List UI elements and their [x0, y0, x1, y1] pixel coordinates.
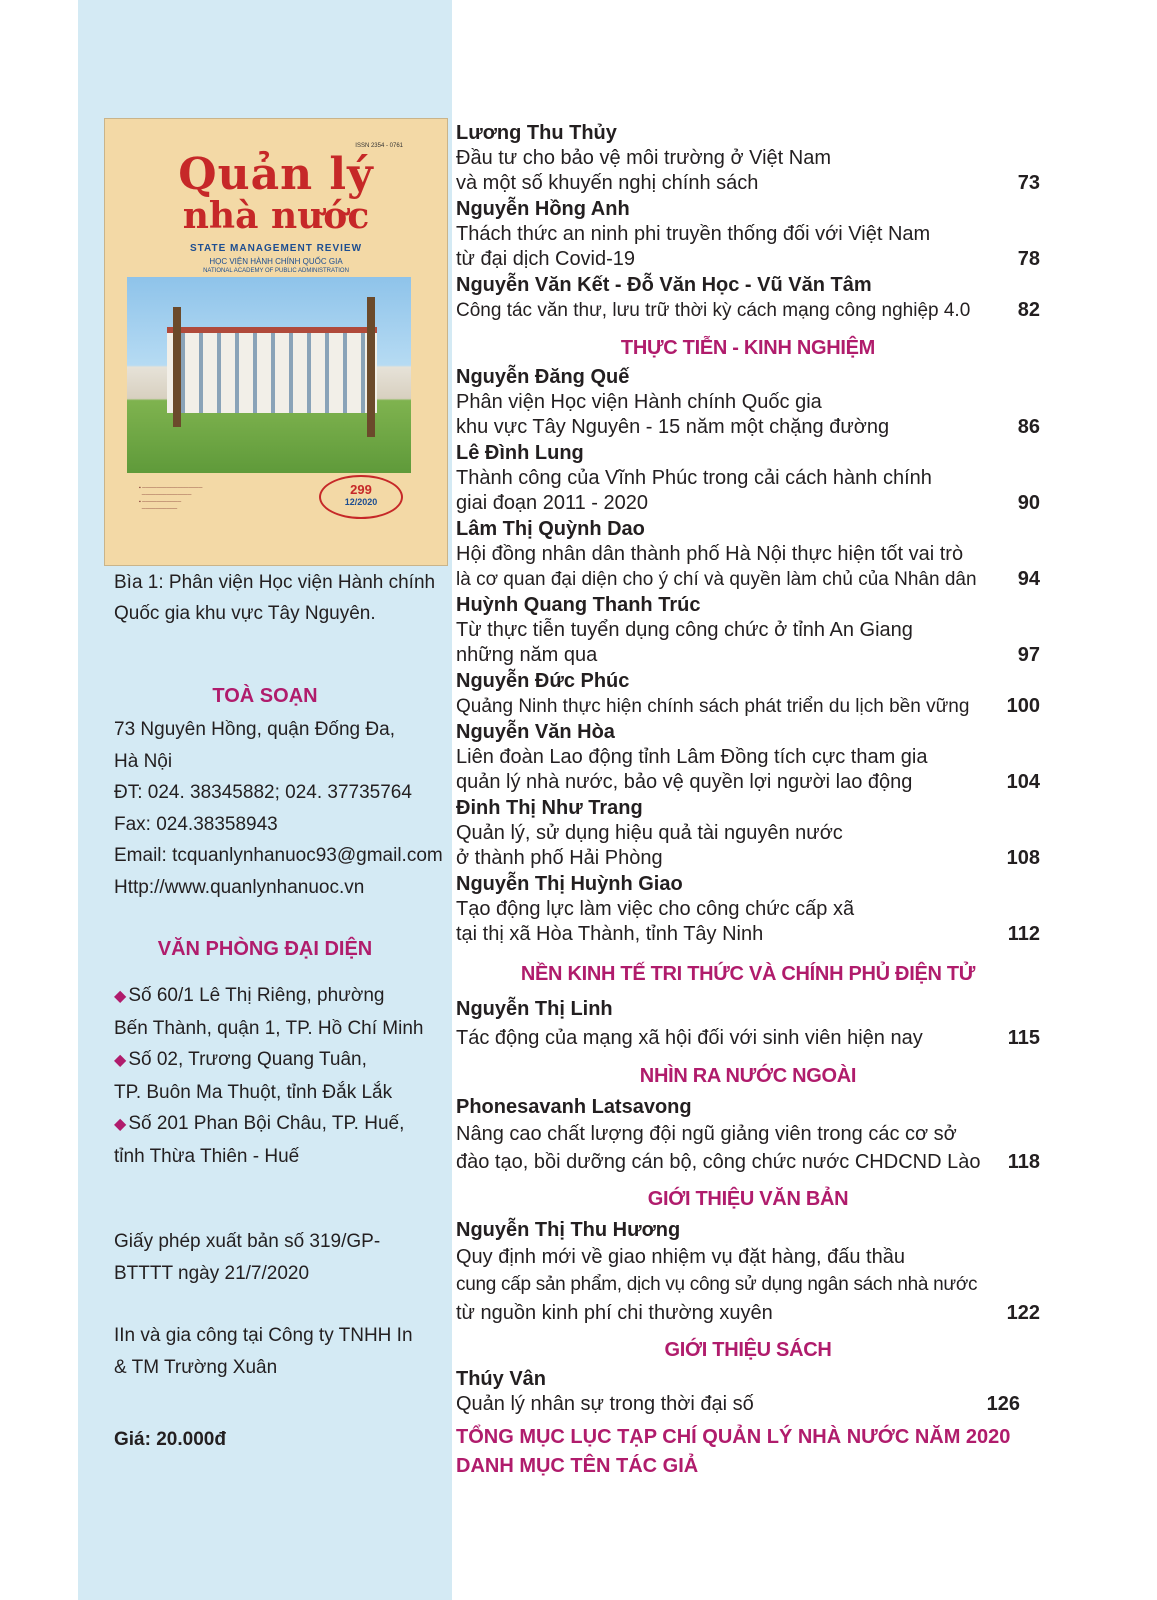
- toc-title-text: quản lý nhà nước, bảo vệ quyền lợi người lao động: [456, 771, 913, 793]
- toc-author: Lâm Thị Quỳnh Dao: [456, 518, 645, 540]
- print-line: & TM Trường Xuân: [114, 1356, 278, 1378]
- toc-page-number: 82: [1017, 299, 1040, 321]
- toc-page-number: 122: [1006, 1302, 1040, 1324]
- toc-title-text: Tác động của mạng xã hội đối với sinh viên hiện nay: [456, 1027, 923, 1049]
- editorial-phone: ĐT: 024. 38345882; 024. 37735764: [114, 782, 412, 803]
- toc-title-text: giai đoạn 2011 - 2020: [456, 492, 649, 514]
- toc-author: Nguyễn Văn Hòa: [456, 721, 615, 743]
- toc-title: Hội đồng nhân dân thành phố Hà Nội thực hiện tốt vai trò: [456, 543, 964, 565]
- toc-title: [456, 491, 1040, 516]
- cover-building-shape: [167, 327, 377, 413]
- toc-title: [456, 694, 1040, 719]
- toc-title-text: ở thành phố Hải Phòng: [456, 847, 663, 869]
- author-index-link[interactable]: DANH MỤC TÊN TÁC GIẢ: [456, 1455, 699, 1477]
- license-info: [114, 1226, 380, 1289]
- print-line: IIn và gia công tại Công ty TNHH In: [114, 1325, 413, 1346]
- toc-page-number: 112: [1007, 923, 1040, 945]
- toc-title-text: từ đại dịch Covid-19: [456, 248, 636, 270]
- diamond-bullet-icon: ◆: [114, 988, 127, 1005]
- toc-title-text: từ nguồn kinh phí chi thường xuyên: [456, 1302, 773, 1324]
- toc-author: Nguyễn Thị Huỳnh Giao: [456, 873, 683, 895]
- toc-title-text: đào tạo, bồi dưỡng cán bộ, công chức nước CHDCND Lào: [456, 1151, 981, 1173]
- cover-title-line2: nhà nước: [182, 195, 370, 237]
- office-line: Số 60/1 Lê Thị Riêng, phường: [128, 985, 385, 1006]
- toc-entry[interactable]: [456, 272, 1040, 323]
- magazine-cover: [104, 118, 448, 566]
- editorial-email[interactable]: Email: tcquanlynhanuoc93@gmail.com: [114, 845, 443, 866]
- print-info: [114, 1320, 413, 1383]
- office-info: [114, 980, 423, 1172]
- toc-title: Thành công của Vĩnh Phúc trong cải cách hành chính: [456, 467, 932, 489]
- office-line: tỉnh Thừa Thiên - Huế: [114, 1145, 300, 1167]
- editorial-fax: Fax: 024.38358943: [114, 813, 278, 835]
- toc-title: [456, 171, 1040, 196]
- toc-title: [456, 922, 1040, 947]
- cover-photo: [127, 277, 411, 473]
- toc-entry[interactable]: [456, 795, 1040, 871]
- toc-entry[interactable]: [456, 516, 1040, 592]
- toc-page-number: 73: [1017, 172, 1040, 194]
- toc-page-number: 90: [1017, 492, 1040, 514]
- section-heading: NHÌN RA NƯỚC NGOÀI: [639, 1065, 857, 1087]
- cover-publisher-vi: HỌC VIỆN HÀNH CHÍNH QUỐC GIA: [209, 257, 343, 266]
- toc-page-number: 108: [1006, 847, 1040, 869]
- office-line: Số 02, Trương Quang Tuân,: [128, 1049, 367, 1070]
- toc-title: [456, 298, 1040, 323]
- section-heading: NỀN KINH TẾ TRI THỨC VÀ CHÍNH PHỦ ĐIỆN TỬ: [520, 963, 976, 985]
- toc-page-number: 118: [1007, 1151, 1040, 1173]
- toc-title: Quản lý, sử dụng hiệu quả tài nguyên nước: [456, 822, 843, 844]
- toc-entry[interactable]: [456, 1217, 1040, 1327]
- cover-caption: Bìa 1: Phân viện Học viện Hành chính Quốc gia khu vực Tây Nguyên.: [114, 572, 436, 624]
- toc-entry[interactable]: [456, 1094, 1040, 1176]
- price-text: Giá: 20.000đ: [114, 1429, 226, 1450]
- toc-author: Nguyễn Hồng Anh: [456, 198, 630, 220]
- cover-issue-badge: [319, 475, 403, 519]
- toc-author: Thúy Vân: [456, 1368, 547, 1390]
- toc-entry[interactable]: [456, 871, 1040, 947]
- toc-title: [456, 1299, 1040, 1327]
- cover-title-line1: Quản lý: [178, 149, 374, 200]
- diamond-bullet-icon: ◆: [114, 1116, 127, 1133]
- cover-subtitle-en: STATE MANAGEMENT REVIEW: [189, 243, 363, 254]
- diamond-bullet-icon: ◆: [114, 1052, 127, 1069]
- toc-title: [456, 1392, 1040, 1417]
- cover-tree-shape: [367, 297, 375, 437]
- toc-title: Từ thực tiễn tuyển dụng công chức ở tỉnh An Giang: [456, 619, 913, 641]
- toc-title: [456, 247, 1040, 272]
- toc-author: Nguyễn Thị Linh: [456, 998, 613, 1020]
- toc-title: [456, 1026, 1040, 1051]
- toc-page-number: 100: [1006, 695, 1040, 717]
- office-heading: VĂN PHÒNG ĐẠI DIỆN: [157, 938, 373, 960]
- toc-entry[interactable]: [456, 592, 1040, 668]
- toc-title: Tạo động lực làm việc cho công chức cấp xã: [456, 898, 855, 920]
- toc-title: Nâng cao chất lượng đội ngũ giảng viên trong các cơ sở: [456, 1123, 957, 1145]
- toc-author: Huỳnh Quang Thanh Trúc: [456, 594, 701, 616]
- toc-page-number: 97: [1017, 644, 1040, 666]
- toc-title: Liên đoàn Lao động tỉnh Lâm Đồng tích cực tham gia: [456, 746, 928, 768]
- toc-author: Nguyễn Văn Kết - Đỗ Văn Học - Vũ Văn Tâm: [456, 274, 872, 296]
- office-line: TP. Buôn Ma Thuột, tỉnh Đắk Lắk: [114, 1081, 393, 1103]
- toc-entry[interactable]: [456, 364, 1040, 440]
- toc-title: [456, 770, 1040, 795]
- license-line: BTTTT ngày 21/7/2020: [114, 1262, 310, 1284]
- toc-title: [456, 643, 1040, 668]
- toc-author: Phonesavanh Latsavong: [456, 1096, 692, 1118]
- cover-publisher-en: NATIONAL ACADEMY OF PUBLIC ADMINISTRATION: [203, 268, 349, 274]
- toc-author: Nguyễn Đức Phúc: [456, 670, 630, 692]
- toc-title: Đầu tư cho bảo vệ môi trường ở Việt Nam: [456, 147, 832, 169]
- toc-page-number: 94: [1017, 568, 1040, 590]
- toc-author: Đinh Thị Như Trang: [456, 797, 643, 819]
- toc-title-text: là cơ quan đại diện cho ý chí và quyền làm chủ của Nhân dân: [456, 569, 977, 590]
- toc-page-number: 126: [986, 1393, 1020, 1415]
- toc-page-number: 86: [1017, 416, 1040, 438]
- toc-entry[interactable]: [456, 996, 1040, 1051]
- section-heading: GIỚI THIỆU SÁCH: [664, 1339, 832, 1361]
- toc-entry[interactable]: [456, 120, 1040, 196]
- toc-title: [456, 1148, 1040, 1176]
- toc-author: Lương Thu Thủy: [456, 122, 617, 144]
- cover-issue-number: 299: [350, 482, 372, 497]
- toc-entry[interactable]: [456, 668, 1040, 719]
- editorial-website[interactable]: Http://www.quanlynhanuoc.vn: [114, 876, 365, 898]
- toc-author: Nguyễn Thị Thu Hương: [456, 1219, 681, 1241]
- toc-entry[interactable]: [456, 440, 1040, 516]
- toc-title-text: khu vực Tây Nguyên - 15 năm một chặng đường: [456, 416, 890, 438]
- office-line: Số 201 Phan Bội Châu, TP. Huế,: [128, 1113, 405, 1134]
- toc-title: Thách thức an ninh phi truyền thống đối với Việt Nam: [456, 223, 931, 245]
- toc-title-text: tại thị xã Hòa Thành, tỉnh Tây Ninh: [456, 923, 764, 945]
- cover-bullets: ▪ ───────────────── ────────────── ▪ ─────────── ──────────: [139, 485, 203, 512]
- price: [114, 1424, 226, 1456]
- editorial-heading: TOÀ SOẠN: [212, 685, 318, 707]
- cover-issue-date: 12/2020: [344, 497, 378, 507]
- table-of-contents: [456, 120, 1040, 1481]
- editorial-address-line2: Hà Nội: [114, 750, 173, 772]
- toc-title-text: Quảng Ninh thực hiện chính sách phát triển du lịch bền vững: [456, 696, 970, 717]
- toc-entry[interactable]: [456, 196, 1040, 272]
- toc-page-number: 78: [1017, 248, 1040, 270]
- toc-title-text: và một số khuyến nghị chính sách: [456, 172, 759, 194]
- toc-title-text: Công tác văn thư, lưu trữ thời kỳ cách mạng công nghiệp 4.0: [456, 300, 971, 321]
- editorial-info: [114, 714, 443, 903]
- toc-entry[interactable]: [456, 719, 1040, 795]
- section-heading: GIỚI THIỆU VĂN BẢN: [647, 1188, 849, 1210]
- toc-title-text: những năm qua: [456, 644, 598, 666]
- editorial-address-line1: 73 Nguyên Hồng, quận Đống Đa,: [114, 719, 395, 740]
- section-heading: THỰC TIỄN - KINH NGHIỆM: [620, 337, 876, 359]
- toc-author: Nguyễn Đăng Quế: [456, 366, 630, 388]
- toc-author: Lê Đình Lung: [456, 442, 584, 464]
- toc-title: [456, 415, 1040, 440]
- toc-page-number: 104: [1006, 771, 1040, 793]
- toc-title: Phân viện Học viện Hành chính Quốc gia: [456, 391, 822, 413]
- toc-title-text: Quản lý nhân sự trong thời đại số: [456, 1393, 754, 1415]
- office-line: Bến Thành, quận 1, TP. Hồ Chí Minh: [114, 1017, 424, 1039]
- toc-title: [456, 567, 1040, 592]
- annual-index-link[interactable]: TỔNG MỤC LỤC TẠP CHÍ QUẢN LÝ NHÀ NƯỚC NĂM 2020: [456, 1426, 1011, 1448]
- license-line: Giấy phép xuất bản số 319/GP-: [114, 1231, 381, 1252]
- toc-title: cung cấp sản phẩm, dịch vụ công sử dụng ngân sách nhà nước: [456, 1274, 978, 1295]
- toc-title: [456, 846, 1040, 871]
- cover-issn: ISSN 2354 - 0761: [355, 143, 403, 149]
- toc-title: Quy định mới về giao nhiệm vụ đặt hàng, đấu thầu: [456, 1246, 905, 1268]
- toc-entry[interactable]: [456, 1366, 1040, 1417]
- toc-page-number: 115: [1007, 1027, 1040, 1049]
- cover-tree-shape: [173, 307, 181, 427]
